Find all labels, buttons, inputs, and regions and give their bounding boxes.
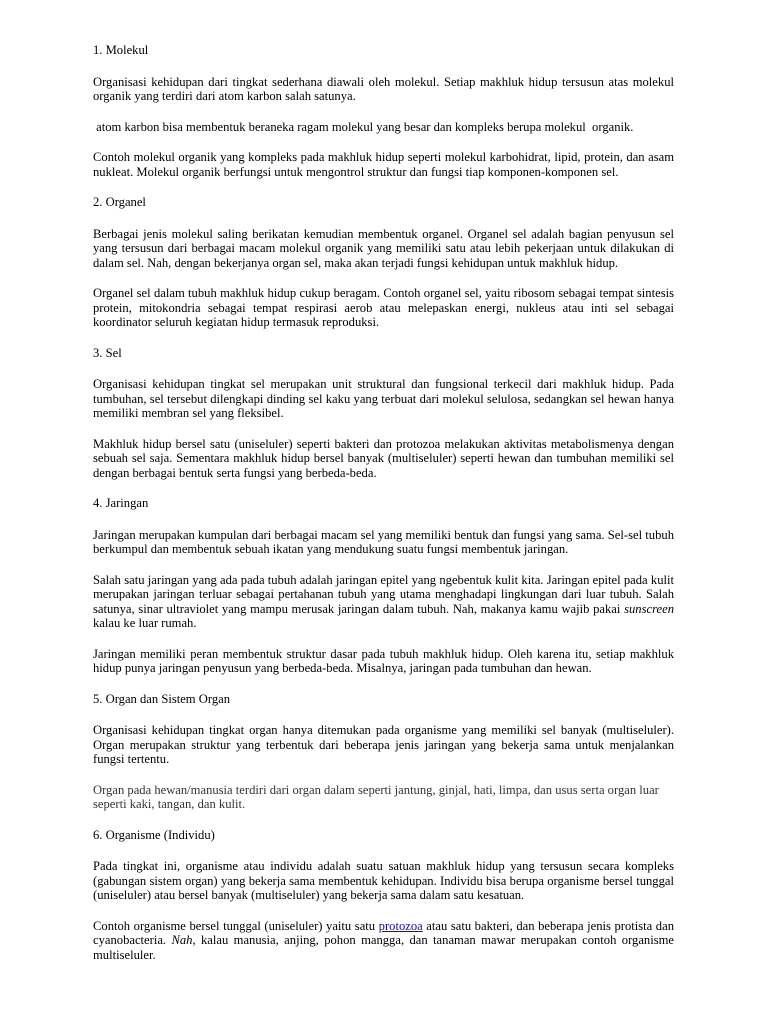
- paragraph-text: Contoh organisme bersel tunggal (uniseluler) yaitu satu: [93, 918, 379, 933]
- protozoa-link[interactable]: protozoa: [378, 918, 423, 933]
- paragraph-text: kalau ke luar rumah.: [93, 616, 197, 630]
- section-heading-organ: 5. Organ dan Sistem Organ: [93, 691, 230, 706]
- paragraph-with-link: [93, 919, 674, 963]
- section-heading-molekul: 1. Molekul: [93, 43, 149, 57]
- paragraph: Organel sel dalam tubuh makhluk hidup cukup beragam. Contoh organel sel, yaitu ribosom sebagai tempat sintesis protein, mitokondria sebagai tempat respirasi aerob atau melepaskan energi, nukleus atau inti sel sebagai koordinator seluruh kegiatan hidup termasuk reproduksi.: [93, 286, 674, 329]
- paragraph-text: Salah satu jaringan yang ada pada tubuh adalah jaringan epitel yang ngebentuk kulit kita. Jaringan epitel pada kulit merupakan jaringan terluar sebagai pertahanan tubuh yang utama menghadapi lingkungan dari luar tubuh. Salah satunya, sinar ultraviolet yang mampu merusak jaringan dalam tubuh. Nah, makanya kamu wajib pakai: [93, 572, 674, 616]
- paragraph: Contoh molekul organik yang kompleks pada makhluk hidup seperti molekul karbohidrat, lipid, protein, dan asam nukleat. Molekul organik berfungsi untuk mengontrol struktur dan fungsi tiap komponen-komponen sel.: [93, 150, 674, 179]
- section-heading-organel: 2. Organel: [93, 195, 146, 209]
- paragraph-text: atau satu bakteri, dan beberapa jenis protista dan cyanobacteria.: [93, 918, 674, 947]
- paragraph: Organisasi kehidupan tingkat sel merupakan unit struktural dan fungsional terkecil dari makhluk hidup. Pada tumbuhan, sel tersebut dilengkapi dinding sel kaku yang terbuat dari molekul selulosa, sedangkan sel hewan hanya memiliki membran sel yang fleksibel.: [93, 377, 674, 420]
- section-heading-sel: 3. Sel: [93, 345, 122, 360]
- section-heading-jaringan: 4. Jaringan: [93, 496, 149, 510]
- paragraph: Organisasi kehidupan tingkat organ hanya ditemukan pada organisme yang memiliki sel banyak (multiseluler). Organ merupakan struktur yang terbentuk dari beberapa jenis jaringan yang bekerja sama untuk menjalankan fungsi tertentu.: [93, 723, 674, 766]
- paragraph-with-italic: [93, 573, 674, 631]
- paragraph: atom karbon bisa membentuk beraneka ragam molekul yang besar dan kompleks berupa molekul organik.: [93, 119, 634, 134]
- paragraph: Jaringan merupakan kumpulan dari berbagai macam sel yang memiliki bentuk dan fungsi yang sama. Sel-sel tubuh berkumpul dan membentuk sebuah ikatan yang mendukung suatu fungsi membentuk jaringan.: [93, 527, 674, 556]
- italic-term: Nah: [171, 933, 193, 947]
- section-heading-organisme: 6. Organisme (Individu): [93, 827, 215, 842]
- paragraph: Pada tingkat ini, organisme atau individu adalah suatu satuan makhluk hidup yang tersusun secara kompleks (gabungan sistem organ) yang bekerja sama membentuk kehidupan. Individu bisa berupa organisme bersel tunggal (uniseluler) atau bersel banyak (multiseluler) yang bekerja sama dalam satu kesatuan.: [93, 859, 674, 902]
- document-page: [93, 43, 674, 978]
- paragraph: Jaringan memiliki peran membentuk struktur dasar pada tubuh makhluk hidup. Oleh karena itu, setiap makhluk hidup punya jaringan penyusun yang berbeda-beda. Misalnya, jaringan pada tumbuhan dan hewan.: [93, 646, 674, 675]
- paragraph: Makhluk hidup bersel satu (uniseluler) seperti bakteri dan protozoa melakukan aktivitas metabolismenya dengan sebuah sel saja. Sementara makhluk hidup bersel banyak (multiseluler) seperti hewan dan tumbuhan memiliki sel dengan berbagai bentuk serta fungsi yang berbeda-beda.: [93, 436, 674, 480]
- paragraph-text: , kalau manusia, anjing, pohon mangga, dan tanaman mawar merupakan contoh organisme multiseluler.: [93, 933, 675, 962]
- italic-term: sunscreen: [624, 601, 674, 616]
- paragraph: Organisasi kehidupan dari tingkat sederhana diawali oleh molekul. Setiap makhluk hidup tersusun atas molekul organik yang terdiri dari atom karbon salah satunya.: [93, 74, 674, 103]
- paragraph: Berbagai jenis molekul saling berikatan kemudian membentuk organel. Organel sel adalah bagian penyusun sel yang tersusun dari berbagai macam molekul organik yang memiliki satu atau lebih pekerjaan untuk dilakukan di dalam sel. Nah, dengan bekerjanya organ sel, maka akan terjadi fungsi kehidupan untuk makhluk hidup.: [93, 226, 674, 270]
- paragraph: Organ pada hewan/manusia terdiri dari organ dalam seperti jantung, ginjal, hati, limpa, dan usus serta organ luar seperti kaki, tangan, dan kulit.: [93, 782, 659, 811]
